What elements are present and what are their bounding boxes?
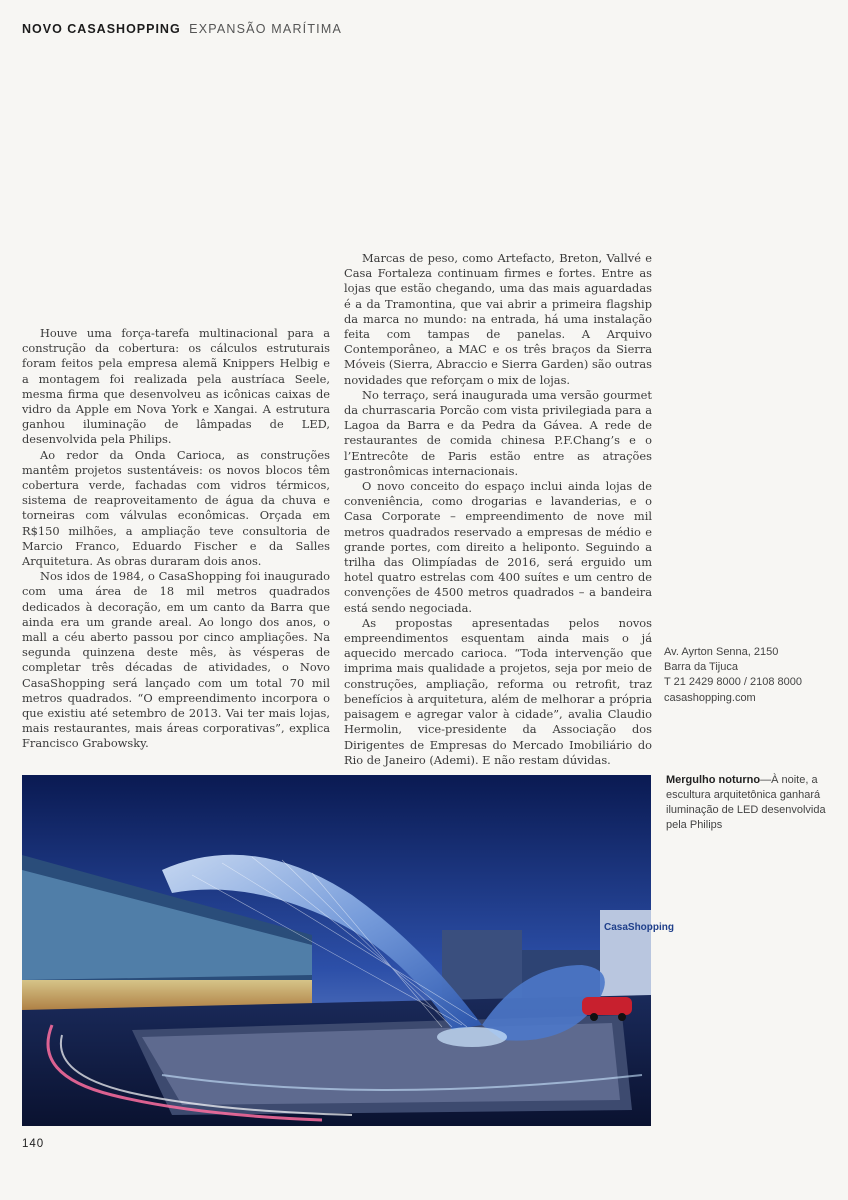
caption-title: Mergulho noturno <box>666 774 761 786</box>
mid-building <box>442 930 522 1000</box>
article-column-middle <box>344 251 652 768</box>
address-block <box>664 645 834 706</box>
mall-canopy-illustration <box>22 775 675 1126</box>
address-website: casashopping.com <box>664 691 756 704</box>
paragraph: As propostas apresentadas pelos novos empreendimentos esquentam ainda mais o já aquecido mercado carioca. “Toda intervenção que imprima mais qualidade a projetos, seja por meio de construções, ampliação, reforma ou retrofit, traz benefícios à arquitetura, além de melhorar a própria paisagem e agregar valor à cidade”, avalia Claudio Hermolin, vice-presidente da Associação dos Dirigentes de Empresas do Mercado Imobiliário do Rio de Janeiro (Ademi). E não restam dúvidas. <box>344 615 652 767</box>
paragraph: Houve uma força-tarefa multinacional para a construção da cobertura: os cálculos estruturais foram feitos pela empresa alemã Knippers Helbig e a montagem foi realizada pela austríaca Seele, mesma firma que desenvolveu as icônicas caixas de vidro da Apple em Nova York e Xangai. A estrutura ganhou iluminação de lâmpadas de LED, desenvolvida pela Philips. <box>22 326 330 447</box>
paragraph: O novo conceito do espaço inclui ainda lojas de conveniência, como drogarias e lavanderias, e o Casa Corporate – empreendimento de nove mil metros quadrados reservado a empresas de médio e grande portes, com direito a heliponto. Seguindo a trilha das Olimpíadas de 2016, será erguido um hotel quatro estrelas com 400 suítes e um centro de convenções de 4500 metros quadrados – a bandeira está sendo negociada. <box>344 479 652 615</box>
night-rendering-photo <box>22 775 675 1126</box>
paragraph: Nos idos de 1984, o CasaShopping foi inaugurado com uma área de 18 mil metros quadrados dedicados à decoração, em um canto da Barra que ainda era um grande areal. Ao longo dos anos, o mall a céu aberto passou por cinco ampliações. Na segunda quinzena deste mês, às vésperas de completar três décadas de atividades, o Novo CasaShopping será lançado com um total 70 mil metros quadrados. “O empreendimento incorpora o que existiu até setembro de 2013. Vai ter mais lojas, mais restaurantes, mais áreas corporativas”, explica Francisco Grabowsky. <box>22 569 330 751</box>
magazine-brand: NOVO CASASHOPPING <box>22 22 181 36</box>
address-phone: T 21 2429 8000 / 2108 8000 <box>664 676 803 689</box>
section-title: EXPANSÃO MARÍTIMA <box>189 22 342 36</box>
address-street: Av. Ayrton Senna, 2150 <box>664 646 779 658</box>
article-column-left <box>22 326 330 752</box>
photo-caption <box>666 773 836 833</box>
red-car <box>582 997 632 1015</box>
paragraph: Marcas de peso, como Artefacto, Breton, Vallvé e Casa Fortaleza continuam firmes e fortes. Entre as lojas que estão chegando, uma das mais aguardadas é a da Tramontina, que vai abrir a primeira flagship da marca no mundo: na entrada, há uma instalação feita com tampas de panelas. A Arquivo Contemporâneo, a MAC e os três braços da Sierra Móveis (Sierra, Abraccio e Sierra Garden) são outras novidades que reforçam o mix de lojas. <box>344 251 652 387</box>
paragraph: Ao redor da Onda Carioca, as construções mantêm projetos sustentáveis: os novos blocos têm cobertura verde, fachadas com vidros térmicos, sistema de reaproveitamento de água da chuva e torneiras com válvulas econômicas. Orçada em R$150 milhões, a ampliação teve consultoria de Marcio Franco, Eduardo Fischer e da Salles Arquitetura. As obras duraram dois anos. <box>22 447 330 569</box>
page-number: 140 <box>22 1138 45 1150</box>
address-district: Barra da Tijuca <box>664 661 738 674</box>
page-header <box>22 22 342 36</box>
caption-text: —À noite, a escultura arquitetônica ganhará iluminação de LED desenvolvida pela Philips <box>666 774 826 831</box>
building-sign: CasaShopping <box>604 922 675 933</box>
paragraph: No terraço, será inaugurada uma versão gourmet da churrascaria Porcão com vista privilegiada para a Lagoa da Barra e da Pedra da Gávea. A rede de restaurantes de comida chinesa P.F.Chang’s e o l’Entrecôte de Paris estão entre as atrações gastronômicas internacionais. <box>344 387 652 478</box>
